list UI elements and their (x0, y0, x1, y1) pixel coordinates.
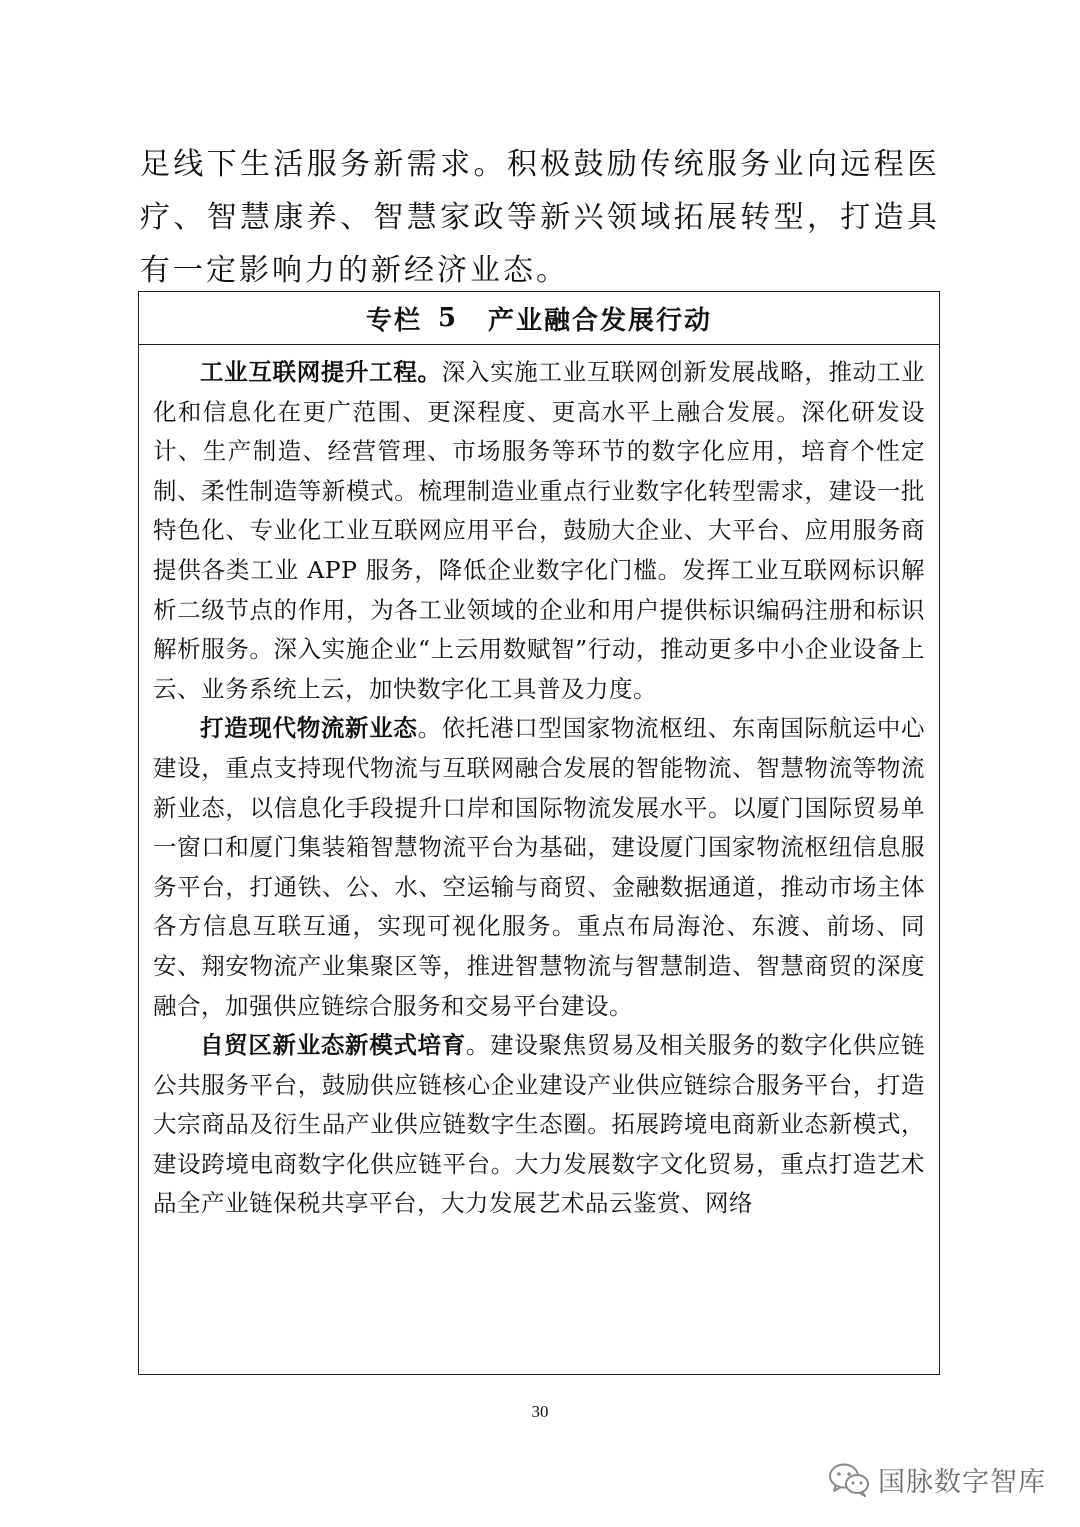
column-label: 专栏 (365, 305, 422, 336)
column-paragraph-logistics (153, 709, 925, 1026)
paragraph-lead: 打造现代物流新业态 (200, 714, 418, 743)
watermark (828, 1460, 1046, 1499)
watermark-text: 国脉数字智库 (878, 1467, 1046, 1498)
paragraph-lead: 工业互联网提升工程。 (200, 358, 442, 386)
page-number: 30 (531, 1402, 549, 1421)
column-paragraph-free-trade-zone (153, 1026, 925, 1224)
column-body (139, 353, 939, 1224)
wechat-icon (828, 1462, 870, 1498)
intro-paragraph: 足线下生活服务新需求。积极鼓励传统服务业向远程医疗、智慧康养、智慧家政等新兴领域拓展转型，打造具有一定影响力的新经济业态。 (140, 147, 940, 288)
paragraph-lead: 自贸区新业态新模式培育 (200, 1031, 466, 1060)
paragraph-text: 。建设聚焦贸易及相关服务的数字化供应链公共服务平台，鼓励供应链核心企业建设产业供应链综合服务平台，打造大宗商品及衍生品产业供应链数字生态圈。拓展跨境电商新业态新模式，建设跨境电商数字化供应链平台。大力发展数字文化贸易，重点打造艺术品全产业链保税共享平台，大力发展艺术品云鉴赏、网络 (153, 1031, 926, 1218)
column-paragraph-industrial-internet (153, 353, 925, 709)
column-header (139, 292, 939, 345)
paragraph-text: 。依托港口型国家物流枢纽、东南国际航运中心建设，重点支持现代物流与互联网融合发展的智能物流、智慧物流等物流新业态，以信息化手段提升口岸和国际物流发展水平。以厦门国际贸易单一窗口和厦门集装箱智慧物流平台为基础，建设厦门国家物流枢纽信息服务平台，打通铁、公、水、空运输与商贸、金融数据通道，推动市场主体各方信息互联互通，实现可视化服务。重点布局海沧、东渡、前场、同安、翔安物流产业集聚区等，推进智慧物流与智慧制造、智慧商贸的深度融合，加强供应链综合服务和交易平台建设。 (153, 714, 926, 1020)
column-title: 产业融合发展行动 (488, 305, 713, 336)
column-number: 5 (437, 303, 459, 333)
column-box (138, 291, 940, 1375)
paragraph-text: 深入实施工业互联网创新发展战略，推动工业化和信息化在更广范围、更深程度、更高水平上融合发展。深化研发设计、生产制造、经营管理、市场服务等环节的数字化应用，培育个性定制、柔性制造等新模式。梳理制造业重点行业数字化转型需求，建设一批特色化、专业化工业互联网应用平台，鼓励大企业、大平台、应用服务商提供各类工业 APP 服务，降低企业数字化门槛。发挥工业互联网标识解析二级节点的作用，为各工业领域的企业和用户提供标识编码注册和标识解析服务。深入实施企业“上云用数赋智”行动，推动更多中小企业设备上云、业务系统上云，加快数字化工具普及力度。 (153, 358, 926, 703)
